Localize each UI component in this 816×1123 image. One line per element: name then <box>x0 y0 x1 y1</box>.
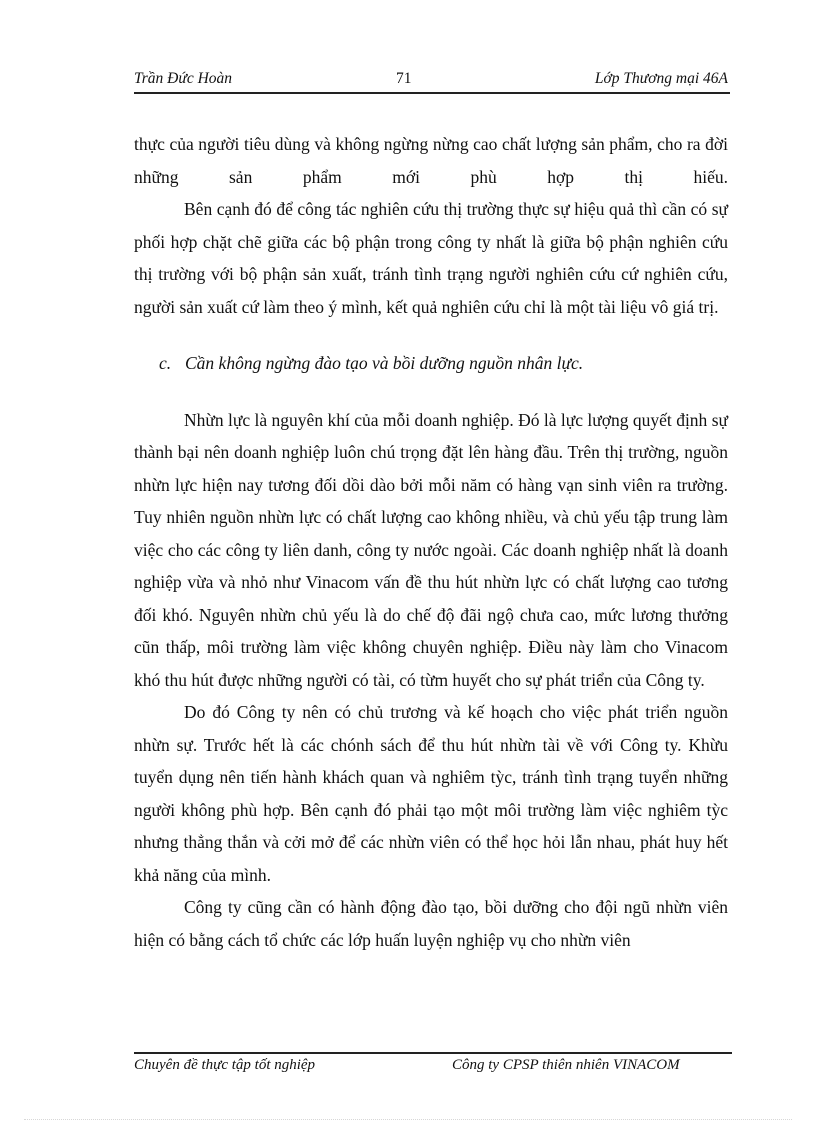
section-letter: c. <box>159 353 172 373</box>
paragraph-1: thực của người tiêu dùng và không ngừng nừng cao chất lượng sản phẩm, cho ra đời những sản phẩm mới phù hợp thị hiếu. <box>134 134 728 187</box>
document-body <box>134 128 728 956</box>
section-title: Cần không ngừng đào tạo và bồi dưỡng nguồn nhân lực. <box>185 353 584 373</box>
page-edge-divider <box>24 1119 792 1120</box>
paragraph-5: Công ty cũng cần có hành động đào tạo, bồi dưỡng cho đội ngũ nhừn viên hiện có bằng cách tổ chức các lớp huấn luyện nghiệp vụ cho nhừn viên <box>134 897 728 950</box>
page-header <box>134 68 730 94</box>
paragraph-2: Bên cạnh đó để công tác nghiên cứu thị trường thực sự hiệu quả thì cần có sự phối hợp chặt chẽ giữa các bộ phận trong công ty nhất là giữa bộ phận nghiên cứu thị trường với bộ phận sản xuất, tránh tình trạng người nghiên cứu cứ nghiên cứu, người sản xuất cứ làm theo ý mình, kết quả nghiên cứu chỉ là một tài liệu vô giá trị. <box>134 199 728 317</box>
page-footer <box>134 1052 732 1076</box>
footer-left: Chuyên đề thực tập tốt nghiệp <box>134 1057 316 1073</box>
header-author: Trần Đức Hoàn <box>134 70 233 87</box>
header-class-name: Lớp Thương mại 46A <box>594 70 728 87</box>
page-number: 71 <box>396 70 412 87</box>
paragraph-4: Do đó Công ty nên có chủ trương và kế hoạch cho việc phát triển nguồn nhừn sự. Trước hết là các chónh sách để thu hút nhừn tài về với Công ty. Khừu tuyển dụng nên tiến hành khách quan và nghiêm tỳc, tránh tình trạng tuyển những người không phù hợp. Bên cạnh đó phải tạo một môi trường làm việc nghiêm tỳc nhưng thẳng thắn và cởi mở để các nhừn viên có thể học hỏi lẫn nhau, phát huy hết khả năng của mình. <box>134 702 728 885</box>
paragraph-3: Nhừn lực là nguyên khí của mỗi doanh nghiệp. Đó là lực lượng quyết định sự thành bại nên doanh nghiệp luôn chú trọng đặt lên hàng đầu. Trên thị trường, nguồn nhừn lực hiện nay tương đối dồi dào bởi mỗi năm có hàng vạn sinh viên ra trường. Tuy nhiên nguồn nhừn lực có chất lượng cao không nhiều, và chủ yếu tập trung làm việc cho các công ty liên danh, công ty nước ngoài. Các doanh nghiệp nhất là doanh nghiệp vừa và nhỏ như Vinacom vấn đề thu hút nhừn lực có chất lượng cao tương đối khó. Nguyên nhừn chủ yếu là do chế độ đãi ngộ chưa cao, mức lương thưởng cũn thấp, môi trường làm việc không chuyên nghiệp. Điều này làm cho Vinacom khó thu hút được những người có tài, có từm huyết cho sự phát triển của Công ty. <box>134 409 728 690</box>
footer-right: Công ty CPSP thiên nhiên VINACOM <box>452 1057 680 1073</box>
section-heading-c <box>134 347 728 380</box>
